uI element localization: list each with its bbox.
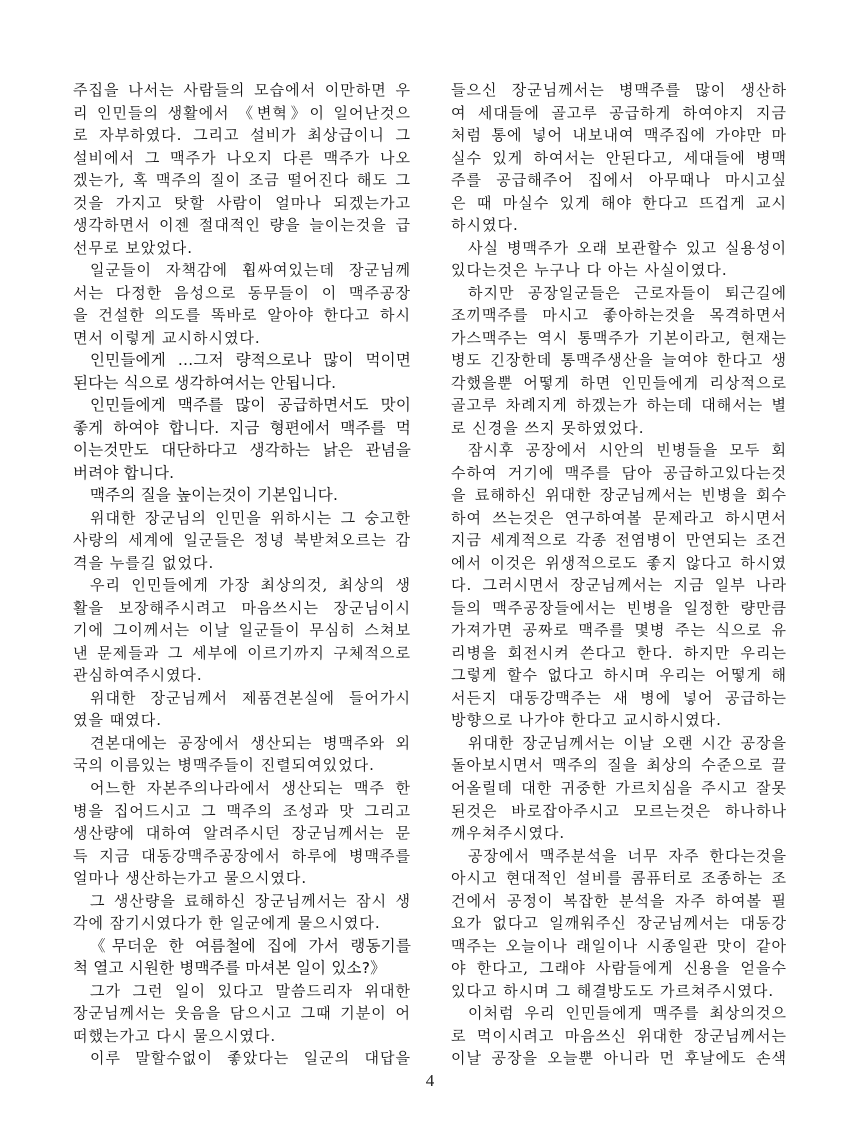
text-line: 은 때 마실수 있게 해야 한다고 뜨겁게 교시	[451, 193, 787, 212]
text-line: 리 인민들의 생활에서 《변혁》이 일어난것으	[73, 103, 411, 122]
text-line: 실수 있게 하여서는 안된다고, 세대들에 병맥	[451, 148, 787, 167]
text-line: 잠시후 공장에서 시안의 빈병들을 모두 회	[468, 441, 787, 460]
text-line: 선무로 보았었다.	[73, 238, 193, 257]
text-line: 여 세대들에 골고루 공급하게 하여야지 지금	[451, 103, 787, 122]
text-line: 각했을뿐 어떻게 하면 인민들에게 리상적으로	[451, 373, 787, 392]
text-line: 서든지 대동강맥주는 새 병에 넣어 공급하는	[451, 688, 787, 707]
text-line: 병을 집어드시고 그 맥주의 조성과 맛 그리고	[73, 801, 411, 820]
text-line: 하여 쓰는것은 연구하여볼 문제라고 하시면서	[451, 508, 787, 527]
text-line: 조끼맥주를 마시고 좋아하는것을 목격하면서	[451, 306, 787, 325]
text-line: 로 자부하였다. 그리고 설비가 최상급이니 그	[73, 126, 411, 145]
text-line: 각에 잠기시였다가 한 일군에게 물으시였다.	[73, 914, 381, 933]
text-line: 견본대에는 공장에서 생산되는 병맥주와 외	[90, 733, 411, 752]
text-line: 가스맥주는 역시 통맥주가 기본이라고, 현재는	[451, 328, 787, 347]
text-line: 주집을 나서는 사람들의 모습에서 이만하면 우	[73, 81, 411, 99]
text-line: 병도 긴장한데 통맥주생산을 늘여야 한다고 생	[451, 351, 787, 370]
text-line: 생산량에 대하여 알려주시던 장군님께서는 문	[73, 824, 411, 843]
text-line: 어느한 자본주의나라에서 생산되는 맥주 한	[90, 778, 411, 797]
text-line: 국의 이름있는 병맥주들이 진렬되여있었다.	[73, 756, 375, 775]
text-line: 격을 누를길 없었다.	[73, 553, 215, 572]
text-line: 생각하면서 이젠 절대적인 량을 늘이는것을 급	[73, 216, 411, 235]
text-line: 그가 그런 일이 있다고 말씀드리자 위대한	[90, 981, 411, 1000]
text-line: 사실 병맥주가 오래 보관할수 있고 실용성이	[468, 238, 787, 257]
quoted-text-line: 된다는 식으로 생각하여서는 안됩니다.	[73, 373, 337, 392]
text-line: 얼마나 생산하는가고 물으시였다.	[73, 869, 308, 888]
quoted-text-line: 인민들에게 …그저 량적으로나 많이 먹이면	[90, 351, 411, 370]
text-line: 다. 그러시면서 장군님께서는 지금 일부 나라	[451, 576, 787, 595]
quoted-text-line: 이는것만도 대단하다고 생각하는 낡은 관념을	[73, 441, 411, 460]
text-line: 그 생산량을 료해하신 장군님께서는 잠시 생	[90, 891, 411, 910]
text-line: 였을 때였다.	[73, 711, 162, 730]
quoted-text-line: 버려야 합니다.	[73, 463, 175, 482]
quoted-text-line: 좋게 하여야 합니다. 지금 형편에서 맥주를 먹	[73, 418, 411, 437]
quoted-text-line: 맥주의 질을 높이는것이 기본입니다.	[90, 486, 339, 505]
text-line: 떠했는가고 다시 물으시였다.	[73, 1026, 277, 1045]
text-line: 공장에서 맥주분석을 너무 자주 한다는것을	[468, 846, 787, 865]
quoted-text-line: 척 열고 시원한 병맥주를 마셔본 일이 있소?》	[73, 959, 386, 978]
text-line: 건에서 공정이 복잡한 분석을 자주 하여볼 필	[451, 891, 787, 910]
text-line: 방향으로 나가야 한다고 교시하시였다.	[451, 711, 722, 730]
text-line: 어올릴데 대한 귀중한 가르치심을 주시고 잘못	[451, 778, 787, 797]
text-column-left	[73, 79, 411, 1070]
text-line: 주를 공급해주어 집에서 아무때나 마시고싶	[451, 171, 787, 190]
text-line: 깨우쳐주시였다.	[451, 824, 566, 843]
page-number: 4	[425, 1071, 435, 1090]
quoted-text-line: 인민들에게 맥주를 많이 공급하면서도 맛이	[90, 396, 411, 415]
text-line: 있다고 하시며 그 해결방도도 가르쳐주시였다.	[451, 981, 775, 1000]
text-line: 리병을 회전시켜 쓴다고 한다. 하지만 우리는	[451, 643, 787, 662]
quoted-text-line: 《무더운 한 여름철에 집에 가서 랭동기를	[90, 936, 411, 955]
text-line: 처럼 통에 넣어 내보내여 맥주집에 가야만 마	[451, 126, 787, 145]
text-line: 낸 문제들과 그 세부에 이르기까지 구체적으로	[73, 643, 411, 662]
text-line: 사랑의 세계에 일군들은 정녕 북받쳐오르는 감	[73, 531, 411, 550]
text-line: 기에 그이께서는 이날 일군들이 무심히 스쳐보	[73, 621, 411, 640]
text-line: 이날 공장을 오늘뿐 아니라 먼 후날에도 손색	[451, 1049, 787, 1068]
text-line: 하시였다.	[451, 216, 519, 235]
text-line: 있다는것은 누구나 다 아는 사실이였다.	[451, 261, 728, 280]
text-line: 이루 말할수없이 좋았다는 일군의 대답을	[90, 1049, 411, 1068]
text-line: 이처럼 우리 인민들에게 맥주를 최상의것으	[468, 1004, 787, 1023]
text-line: 면서 이렇게 교시하시였다.	[73, 328, 261, 347]
text-line: 수하여 거기에 맥주를 담아 공급하고있다는것	[451, 463, 787, 482]
text-line: 맥주는 오늘이나 래일이나 시종일관 맛이 같아	[451, 936, 787, 955]
text-line: 장군님께서는 웃음을 담으시고 그때 기분이 어	[73, 1004, 411, 1023]
text-line: 것을 가지고 탓할 사람이 얼마나 되겠는가고	[73, 193, 411, 212]
text-line: 로 먹이시려고 마음쓰신 위대한 장군님께서는	[451, 1026, 787, 1045]
text-line: 위대한 장군님께서는 이날 오랜 시간 공장을	[468, 733, 787, 752]
text-line: 관심하여주시였다.	[73, 666, 203, 685]
text-line: 득 지금 대동강맥주공장에서 하루에 병맥주를	[73, 846, 411, 865]
text-line: 그렇게 할수 없다고 하시며 우리는 어떻게 해	[451, 666, 787, 685]
text-line: 요가 없다고 일깨워주신 장군님께서는 대동강	[451, 914, 787, 933]
text-line: 골고루 차례지게 하겠는가 하는데 대해서는 별	[451, 396, 787, 415]
text-line: 겠는가, 혹 맥주의 질이 조금 떨어진다 해도 그	[73, 171, 411, 190]
text-line: 위대한 장군님께서 제품견본실에 들어가시	[90, 688, 411, 707]
text-line: 설비에서 그 맥주가 나오지 다른 맥주가 나오	[73, 148, 411, 167]
text-line: 야 한다고, 그래야 사람들에게 신용을 얻을수	[451, 959, 787, 978]
text-line: 서는 다정한 음성으로 동무들이 이 맥주공장	[73, 283, 411, 302]
text-line: 들으신 장군님께서는 병맥주를 많이 생산하	[451, 81, 787, 99]
text-line: 을 료해하신 위대한 장군님께서는 빈병을 회수	[451, 486, 787, 505]
text-column-right	[451, 79, 787, 1070]
text-line: 위대한 장군님의 인민을 위하시는 그 숭고한	[90, 508, 411, 527]
text-line: 아시고 현대적인 설비를 콤퓨터로 조종하는 조	[451, 869, 787, 888]
text-line: 을 건설한 의도를 똑바로 알아야 한다고 하시	[73, 306, 411, 325]
text-line: 로 신경을 쓰지 못하였었다.	[451, 418, 645, 437]
text-line: 된것은 바로잡아주시고 모르는것은 하나하나	[451, 801, 787, 820]
text-line: 일군들이 자책감에 휩싸여있는데 장군님께	[90, 261, 411, 280]
text-line: 가져가면 공짜로 맥주를 몇병 주는 식으로 유	[451, 621, 787, 640]
text-line: 하지만 공장일군들은 근로자들이 퇴근길에	[468, 283, 787, 302]
text-line: 들의 맥주공장들에서는 빈병을 일정한 량만큼	[451, 598, 787, 617]
text-line: 활을 보장해주시려고 마음쓰시는 장군님이시	[73, 598, 411, 617]
text-line: 우리 인민들에게 가장 최상의것, 최상의 생	[90, 576, 411, 595]
text-line: 에서 이것은 위생적으로도 좋지 않다고 하시였	[451, 553, 787, 572]
text-line: 지금 세계적으로 각종 전염병이 만연되는 조건	[451, 531, 787, 550]
text-line: 돌아보시면서 맥주의 질을 최상의 수준으로 끌	[451, 756, 787, 775]
